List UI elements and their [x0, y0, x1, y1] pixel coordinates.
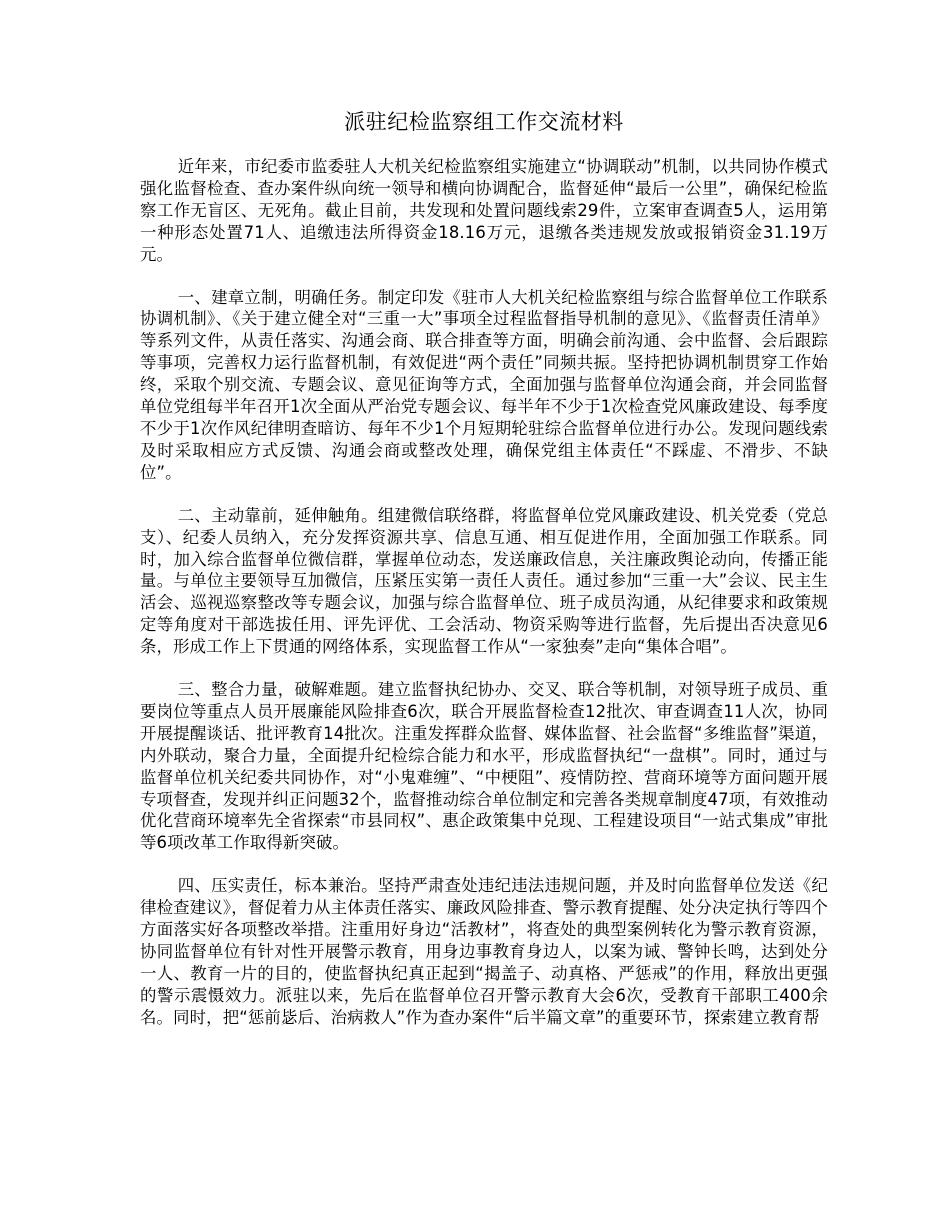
paragraph-intro: 近年来，市纪委市监委驻人大机关纪检监察组实施建立“协调联动”机制，以共同协作模式强化监督检查、查办案件纵向统一领导和横向协调配合，监督延伸“最后一公里”，确保纪检监察工作无盲区、无死角。截止目前，共发现和处置问题线索29件，立案审查调查5人，运用第一种形态处置71人、追缴违法所得资金18.16万元，退缴各类违规发放或报销资金31.19万元。 [140, 157, 828, 264]
paragraph-section-1: 一、建章立制，明确任务。制定印发《驻市人大机关纪检监察组与综合监督单位工作联系协调机制》、《关于建立健全对“三重一大”事项全过程监督指导机制的意见》、《监督责任清单》等系列文件，从责任落实、沟通会商、联合排查等方面，明确会前沟通、会中监督、会后跟踪等事项，完善权力运行监督机制，有效促进“两个责任”同频共振。坚持把协调机制贯穿工作始终，采取个别交流、专题会议、意见征询等方式，全面加强与监督单位沟通会商，并会同监督单位党组每半年召开1次全面从严治党专题会议、每半年不少于1次检查党风廉政建设、每季度不少于1次作风纪律明查暗访、每年不少1个月短期轮驻综合监督单位进行办公。发现问题线索及时采取相应方式反馈、沟通会商或整改处理，确保党组主体责任“不踩虚、不滑步、不缺位”。 [140, 287, 828, 482]
document-page [140, 108, 828, 1050]
document-title: 派驻纪检监察组工作交流材料 [344, 110, 624, 134]
paragraph-section-2: 二、主动靠前，延伸触角。组建微信联络群，将监督单位党风廉政建设、机关党委（党总支）、纪委人员纳入，充分发挥资源共享、信息互通、相互促进作用，全面加强工作联系。同时，加入综合监督单位微信群，掌握单位动态，发送廉政信息，关注廉政舆论动向，传播正能量。与单位主要领导互加微信，压紧压实第一责任人责任。通过参加“三重一大”会议、民主生活会、巡视巡察整改等专题会议，加强与综合监督单位、班子成员沟通，从纪律要求和政策规定等角度对干部选拔任用、评先评优、工会活动、物资采购等进行监督，先后提出否决意见6条，形成工作上下贯通的网络体系，实现监督工作从“一家独奏”走向“集体合唱”。 [140, 505, 828, 657]
paragraph-section-3: 三、整合力量，破解难题。建立监督执纪协办、交叉、联合等机制，对领导班子成员、重要岗位等重点人员开展廉能风险排查6次，联合开展监督检查12批次、审查调查11人次，协同开展提醒谈话、批评教育14批次。注重发挥群众监督、媒体监督、社会监督“多维监督”渠道，内外联动，聚合力量，全面提升纪检综合能力和水平，形成监督执纪“一盘棋”。同时，通过与监督单位机关纪委共同协作，对“小鬼难缠”、“中梗阻”、疫情防控、营商环境等方面问题开展专项督查，发现并纠正问题32个，监督推动综合单位制定和完善各类规章制度47项，有效推动优化营商环境率先全省探索“市县同权”、惠企政策集中兑现、工程建设项目“一站式集成”审批等6项改革工作取得新突破。 [140, 680, 828, 853]
paragraph-section-4: 四、压实责任，标本兼治。坚持严肃查处违纪违法违规问题，并及时向监督单位发送《纪律检查建议》，督促着力从主体责任落实、廉政风险排查、警示教育提醒、处分决定执行等四个方面落实好各项整改举措。注重用好身边“活教材”，将查处的典型案例转化为警示教育资源，协同监督单位有针对性开展警示教育，用身边事教育身边人，以案为诫、警钟长鸣，达到处分一人、教育一片的目的，使监督执纪真正起到“揭盖子、动真格、严惩戒”的作用，释放出更强的警示震慑效力。派驻以来，先后在监督单位召开警示教育大会6次，受教育干部职工400余名。同时，把“惩前毖后、治病救人”作为查办案件“后半篇文章”的重要环节，探索建立教育帮 [140, 876, 828, 1027]
